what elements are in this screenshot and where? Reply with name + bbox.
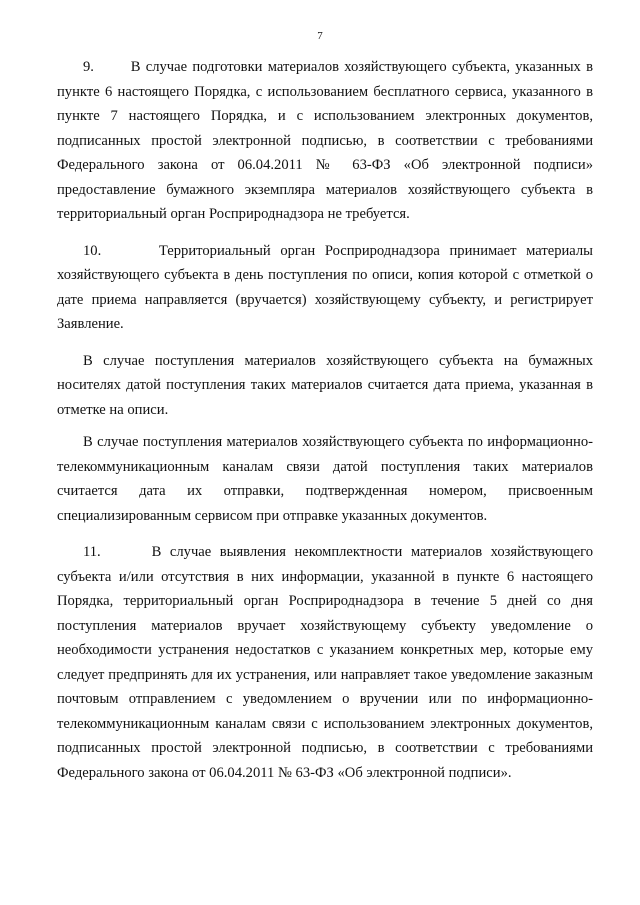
paragraph-10-paper-receipt: В случае поступления материалов хозяйствующего субъекта на бумажных носителях датой поступления таких материалов считается дата приема, указанная в отметке на описи.: [57, 352, 593, 418]
page-number: 7: [317, 30, 323, 42]
paragraph-11: 11. В случае выявления некомплектности материалов хозяйствующего субъекта и/или отсутствия в них информации, указанной в пункте 6 настоящего Порядка, территориальный орган Росприроднадзора в течение 5 дней со дня поступления материалов вручает хозяйствующему субъекту уведомление о необходимости устранения недостатков с указанием конкретных мер, которые ему следует предпринять для их устранения, или направляет такое уведомление заказным почтовым отправлением с уведомлением о вручении или по информационно-телекоммуникационным каналам связи с использованием электронных документов, подписанных простой электронной подписью, в соответствии с требованиями Федерального закона от 06.04.2011 № 63-ФЗ «Об электронной подписи».: [57, 544, 593, 781]
document-body: [57, 55, 593, 785]
paragraph-10: 10. Территориальный орган Росприроднадзора принимает материалы хозяйствующего субъекта в день поступления по описи, копия которой с отметкой о дате приема направляется (вручается) хозяйствующему субъекту, и регистрирует Заявление.: [57, 242, 593, 332]
paragraph-9: 9. В случае подготовки материалов хозяйствующего субъекта, указанных в пункте 6 настоящего Порядка, с использованием бесплатного сервиса, указанного в пункте 7 настоящего Порядка, и с использованием электронных документов, подписанных простой электронной подписью, в соответствии с требованиями Федерального закона от 06.04.2011 № 63-ФЗ «Об электронной подписи» предоставление бумажного экземпляра материалов хозяйствующего субъекта в территориальный орган Росприроднадзора не требуется.: [57, 59, 593, 222]
paragraph-10-telecom-receipt: В случае поступления материалов хозяйствующего субъекта по информационно-телекоммуникационным каналам связи датой поступления таких материалов считается дата их отправки, подтвержденная номером, присвоенным специализированным сервисом при отправке указанных документов.: [57, 434, 593, 524]
